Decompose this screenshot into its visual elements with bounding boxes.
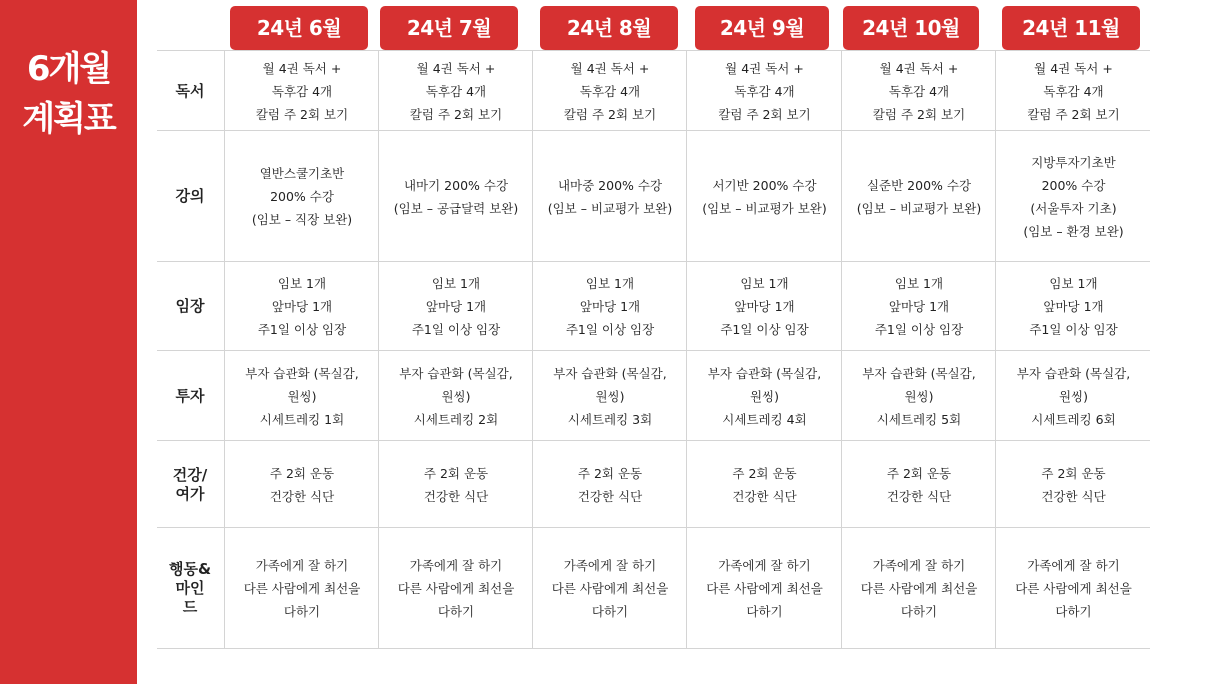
cell-text-line: 주 2회 운동: [423, 465, 489, 481]
cell-text-line: 가족에게 잘 하기: [1027, 557, 1120, 573]
cell-text-line: 주 2회 운동: [269, 465, 335, 481]
row-label: 독서: [175, 81, 205, 100]
cell-text-line: 부자 습관화 (목실감,: [399, 365, 513, 381]
table-cell: [686, 262, 842, 351]
cell-text-line: 시세트레킹 5회: [876, 411, 962, 427]
cell-text-line: 부자 습관화 (목실감,: [1016, 365, 1131, 381]
cell-text-line: 원씽): [904, 388, 934, 404]
cell-text-line: 부자 습관화 (목실감,: [245, 365, 359, 381]
cell-text-line: 다하기: [900, 603, 938, 619]
cell-text-line: 칼럼 주 2회 보기: [563, 106, 657, 122]
page-title-line: 계획표: [22, 99, 115, 139]
cell-text-line: 앞마당 1개: [734, 299, 795, 314]
cell-text-line: 시세트레킹 1회: [259, 411, 345, 427]
table-cell: [995, 351, 1151, 441]
cell-text-line: 주1일 이상 임장: [257, 322, 347, 337]
month-header: 24년 6월: [230, 6, 368, 50]
plan-table: [157, 0, 1150, 684]
cell-text-line: 월 4권 독서 +: [262, 60, 342, 76]
table-cell: [532, 441, 687, 528]
cell-text-line: 시세트레킹 4회: [722, 411, 807, 427]
cell-text-line: 임보 1개: [431, 276, 481, 291]
cell-text-line: 독후감 4개: [271, 83, 333, 99]
cell-text-line: 200% 수강: [270, 189, 334, 204]
table-cell: [378, 351, 533, 441]
cell-text-line: 다른 사람에게 최선을: [706, 580, 823, 596]
cell-text-line: 주 2회 운동: [732, 465, 797, 481]
cell-text-line: 시세트레킹 3회: [567, 411, 653, 427]
cell-text-line: 칼럼 주 2회 보기: [718, 106, 811, 122]
cell-text-line: 다하기: [437, 603, 475, 619]
cell-text-line: 다른 사람에게 최선을: [243, 580, 361, 596]
cell-text-line: 주 2회 운동: [577, 465, 643, 481]
table-cell: [378, 51, 533, 131]
cell-text-line: 서기반 200% 수강: [712, 177, 817, 193]
table-row: [157, 261, 1150, 351]
cell-text-line: 앞마당 1개: [1043, 299, 1104, 314]
cell-text-line: 월 4권 독서 +: [725, 60, 804, 76]
cell-text-line: (임보 – 비교평가 보완): [702, 200, 827, 216]
table-cell: [224, 441, 379, 528]
table-row: [157, 130, 1150, 262]
table-cell: [224, 131, 379, 262]
cell-text-line: 지방투자기초반: [1031, 154, 1116, 170]
cell-text-line: 건강한 식단: [1041, 488, 1106, 504]
page-title-line: 6개월: [26, 49, 111, 89]
row-label: 투자: [175, 386, 205, 405]
table-cell: [224, 51, 379, 131]
cell-text-line: 열반스쿨기초반: [259, 166, 345, 181]
cell-text-line: 다하기: [283, 603, 321, 619]
cell-text-line: 시세트레킹 6회: [1031, 411, 1116, 427]
table-cell: [378, 441, 533, 528]
cell-text-line: 주1일 이상 임장: [411, 322, 501, 337]
cell-text-line: 가족에게 잘 하기: [872, 557, 966, 573]
cell-text-line: 부자 습관화 (목실감,: [707, 365, 822, 381]
cell-text-line: 200% 수강: [1041, 177, 1106, 193]
table-cell: [841, 351, 996, 441]
cell-text-line: 건강한 식단: [732, 488, 797, 504]
cell-text-line: 독후감 4개: [734, 83, 795, 99]
month-header: 24년 9월: [695, 6, 829, 50]
table-cell: [532, 262, 687, 351]
row-label: 강의: [175, 187, 205, 205]
table-cell: [686, 351, 842, 441]
cell-text-line: (임보 – 비교평가 보완): [856, 200, 982, 216]
cell-text-line: 앞마당 1개: [271, 299, 333, 314]
table-cell: [224, 528, 379, 648]
table-cell: [378, 262, 533, 351]
cell-text-line: 월 4권 독서 +: [1034, 60, 1113, 76]
table-cell: [995, 51, 1151, 131]
cell-text-line: 칼럼 주 2회 보기: [872, 106, 966, 122]
table-row: [157, 440, 1150, 528]
table-cell: [378, 528, 533, 648]
month-header-row: [157, 0, 1150, 50]
cell-text-line: 임보 1개: [277, 276, 327, 291]
cell-text-line: 건강한 식단: [423, 488, 489, 504]
cell-text-line: 원씽): [1058, 388, 1089, 404]
cell-text-line: 다른 사람에게 최선을: [551, 580, 669, 596]
cell-text-line: (임보 – 비교평가 보완): [547, 200, 673, 216]
table-cell: [995, 262, 1151, 351]
table-cell: [841, 131, 996, 262]
cell-text-line: 임보 1개: [740, 276, 789, 291]
table-cell: [224, 262, 379, 351]
cell-text-line: 주 2회 운동: [886, 465, 952, 481]
cell-text-line: 주1일 이상 임장: [874, 322, 964, 337]
table-cell: [532, 528, 687, 648]
cell-text-line: 다하기: [746, 603, 783, 619]
cell-text-line: 부자 습관화 (목실감,: [862, 365, 976, 381]
table-cell: [686, 441, 842, 528]
cell-text-line: 독후감 4개: [1043, 83, 1104, 99]
cell-text-line: 앞마당 1개: [579, 299, 641, 314]
month-header: 24년 8월: [540, 6, 678, 50]
cell-text-line: 가족에게 잘 하기: [409, 557, 503, 573]
table-cell: [841, 51, 996, 131]
cell-text-line: 내마중 200% 수강: [557, 177, 663, 193]
cell-text-line: 독후감 4개: [425, 83, 487, 99]
table-cell: [686, 528, 842, 648]
cell-text-line: 다른 사람에게 최선을: [397, 580, 515, 596]
cell-text-line: 앞마당 1개: [425, 299, 487, 314]
cell-text-line: 월 4권 독서 +: [879, 60, 959, 76]
cell-text-line: 월 4권 독서 +: [416, 60, 496, 76]
cell-text-line: (임보 – 공급달력 보완): [393, 200, 519, 216]
cell-text-line: 부자 습관화 (목실감,: [553, 365, 667, 381]
sidebar: [0, 0, 137, 684]
table-row: [157, 527, 1150, 649]
cell-text-line: 주1일 이상 임장: [565, 322, 655, 337]
cell-text-line: 가족에게 잘 하기: [563, 557, 657, 573]
cell-text-line: 다하기: [1055, 603, 1092, 619]
month-header: 24년 7월: [380, 6, 518, 50]
month-header: 24년 10월: [843, 6, 979, 50]
row-label: 행동& 마인 드: [168, 559, 212, 616]
cell-text-line: 앞마당 1개: [888, 299, 950, 314]
cell-text-line: 임보 1개: [585, 276, 635, 291]
table-cell: [841, 441, 996, 528]
cell-text-line: 가족에게 잘 하기: [718, 557, 811, 573]
table-cell: [686, 131, 842, 262]
cell-text-line: 건강한 식단: [577, 488, 643, 504]
cell-text-line: 건강한 식단: [269, 488, 335, 504]
table-cell: [532, 131, 687, 262]
cell-text-line: 월 4권 독서 +: [570, 60, 650, 76]
table-cell: [686, 51, 842, 131]
table-cell: [841, 528, 996, 648]
table-cell: [224, 351, 379, 441]
cell-text-line: 독후감 4개: [579, 83, 641, 99]
cell-text-line: 다른 사람에게 최선을: [860, 580, 978, 596]
cell-text-line: 원씽): [287, 388, 317, 404]
cell-text-line: 원씽): [595, 388, 625, 404]
cell-text-line: 칼럼 주 2회 보기: [255, 106, 349, 122]
table-cell: [841, 262, 996, 351]
cell-text-line: 임보 1개: [894, 276, 944, 291]
table-cell: [532, 351, 687, 441]
table-cell: [532, 51, 687, 131]
table-cell: [995, 528, 1151, 648]
cell-text-line: 건강한 식단: [886, 488, 952, 504]
table-cell: [995, 441, 1151, 528]
table-row: [157, 350, 1150, 441]
cell-text-line: (서울투자 기초): [1030, 200, 1117, 216]
table-cell: [378, 131, 533, 262]
cell-text-line: 다른 사람에게 최선을: [1015, 580, 1132, 596]
cell-text-line: 다하기: [591, 603, 629, 619]
cell-text-line: 임보 1개: [1049, 276, 1098, 291]
cell-text-line: (임보 – 직장 보완): [251, 212, 353, 227]
cell-text-line: 주1일 이상 임장: [720, 322, 809, 337]
month-header: 24년 11월: [1002, 6, 1140, 50]
cell-text-line: (임보 – 환경 보완): [1023, 223, 1124, 239]
table-cell: [995, 131, 1151, 262]
page-title: [0, 44, 137, 144]
cell-text-line: 가족에게 잘 하기: [255, 557, 349, 573]
cell-text-line: 원씽): [749, 388, 780, 404]
cell-text-line: 실준반 200% 수강: [866, 177, 972, 193]
cell-text-line: 내마기 200% 수강: [403, 177, 509, 193]
cell-text-line: 칼럼 주 2회 보기: [409, 106, 503, 122]
cell-text-line: 칼럼 주 2회 보기: [1027, 106, 1120, 122]
row-label: 건강/ 여가: [172, 465, 208, 503]
cell-text-line: 독후감 4개: [888, 83, 950, 99]
row-label: 임장: [175, 297, 205, 315]
cell-text-line: 시세트레킹 2회: [413, 411, 499, 427]
table-row: [157, 50, 1150, 131]
cell-text-line: 주1일 이상 임장: [1029, 322, 1118, 337]
cell-text-line: 원씽): [441, 388, 471, 404]
cell-text-line: 주 2회 운동: [1041, 465, 1106, 481]
